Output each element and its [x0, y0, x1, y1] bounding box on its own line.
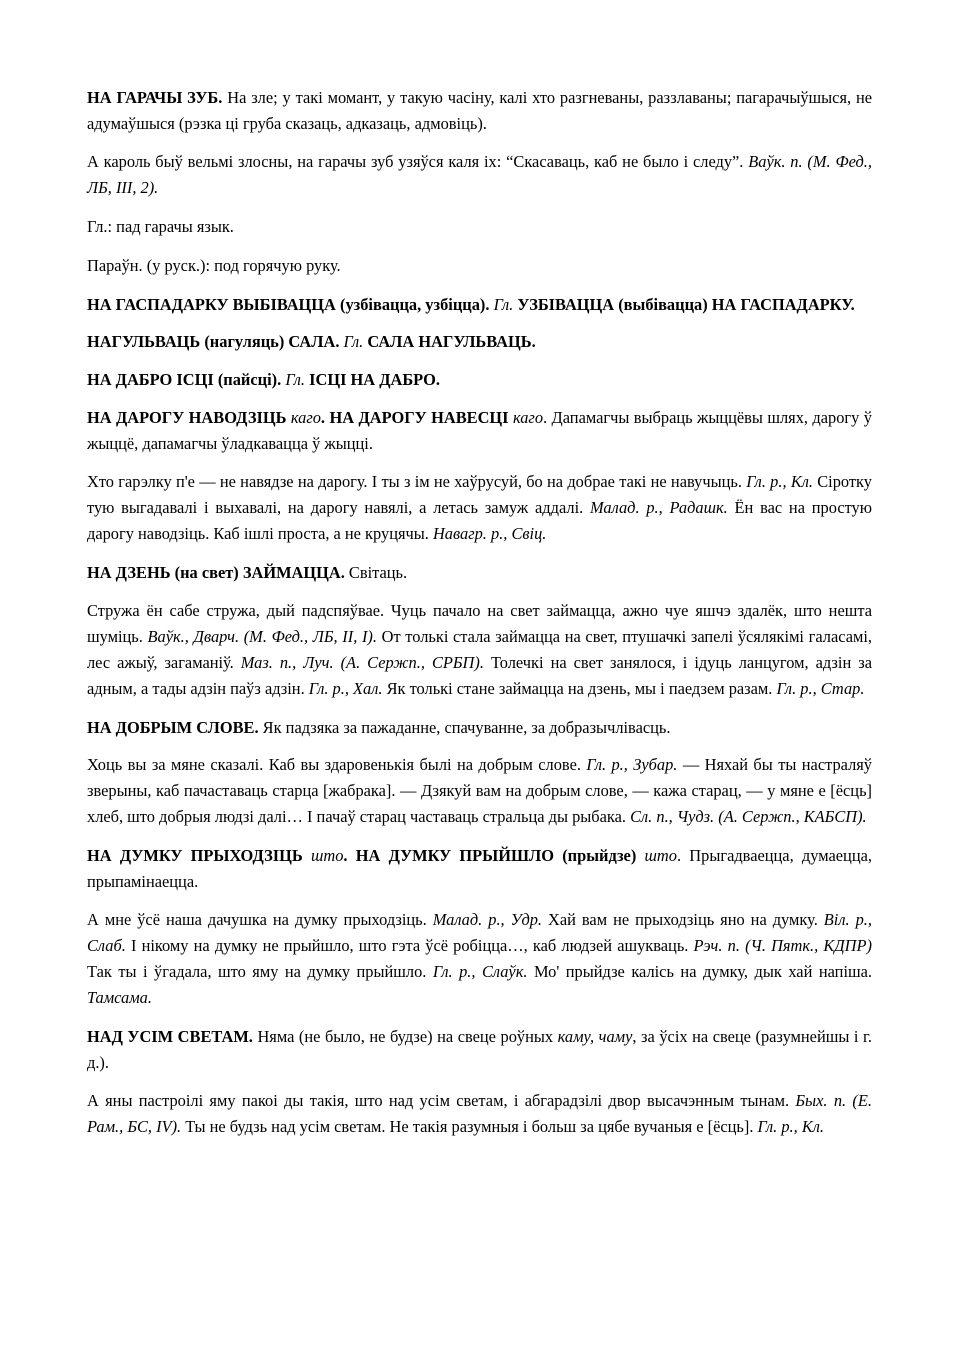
body-text: Толечкі на свет занялося, і ідуць ланцугом, адзін за адным, а тады адзін паўз адзін. — [87, 652, 873, 698]
source-reference: Гл. — [339, 332, 364, 352]
body-text: На зле; у такі момант, у такую часіну, калі хто разгневаны, раззлаваны; пагарачыўшыся, не адумаўшыся (рэзка ці груба сказаць, адказаць, адмовіць). — [87, 88, 872, 133]
entry-citation-na-darohu-navodzic — [87, 469, 872, 547]
source-reference: каго — [508, 408, 544, 428]
entry-comparison-na-harachy-zub — [87, 253, 872, 279]
body-text: , за ўсіх на свеце (разумнейшы і г. д.). — [87, 1026, 872, 1072]
entry-headword-na-dobrym-slove — [87, 715, 872, 741]
body-text: Хоць вы за мяне сказалі. Каб вы здаровенькія былі на добрым слове. — [87, 755, 587, 775]
source-reference: Навагр. р., Свіц. — [432, 523, 547, 543]
source-reference: Віл. р., Слаб. — [87, 910, 872, 955]
body-text: Стружа ён сабе стружа, дый падспяўвае. Чуць пачало на свет займацца, ажно чуе яшчэ здалёк, што нешта шуміць. — [87, 600, 872, 646]
source-reference: што — [302, 846, 344, 866]
body-text: Мо' прыйдзе калісь на думку, дык хай напіша. — [527, 961, 872, 981]
source-reference: Рэч. п. (Ч. Пятк., КДПР) — [693, 935, 872, 955]
headword-text: НА ГАРАЧЫ ЗУБ. — [87, 88, 223, 107]
headword-text: УЗБІВАЦЦА (выбівацца) НА ГАСПАДАРКУ. — [513, 294, 855, 314]
source-reference: Гл. — [281, 370, 306, 390]
headword-text: НА ДОБРЫМ СЛОВЕ. — [87, 717, 259, 737]
headword-text: САЛА НАГУЛЬВАЦЬ. — [363, 332, 536, 352]
body-text: Так ты і ўгадала, што яму на думку прыйшло. — [87, 961, 433, 981]
body-text: Ён вас на простую дарогу наводзіць. Каб ішлі проста, а не круцячы. — [87, 498, 872, 543]
source-reference: Малад. р., Радашк. — [590, 498, 728, 518]
entries-container — [87, 85, 872, 1139]
source-reference: Гл. р., Стар. — [776, 678, 865, 698]
headword-text: НА ДАРОГУ НАВОДЗІЦЬ — [87, 408, 287, 428]
headword-text: . НА ДАРОГУ НАВЕСЦІ — [320, 408, 509, 428]
headword-text: НА ДЗЕНЬ (на свет) ЗАЙМАЦЦА. — [87, 562, 345, 582]
body-text: Гл.: пад гарачы язык. — [87, 216, 234, 236]
body-text: А мне ўсё наша дачушка на думку прыходзіць. — [87, 910, 433, 930]
entry-headword-na-harachy-zub — [87, 85, 872, 137]
headword-text: ІСЦІ НА ДАБРО. — [305, 370, 440, 390]
source-reference: каму, чаму — [557, 1026, 633, 1046]
entry-headword-na-dumku-pryhodzic — [87, 843, 872, 895]
body-text: А яны пастроілі яму пакоі ды такія, што над усім светам, і абгарадзілі двор высачэнным тынам. — [87, 1090, 796, 1110]
source-reference: Тамсама. — [87, 987, 152, 1007]
body-text: — Няхай бы ты настраляў зверыны, каб пачаставаць старца [жабрака]. — Дзякуй вам на добрым слове, — кажа старац, — у мяне е [ёсць] хлеб, што добрыя людзі далі… І пачаў старац частаваць стральца ды рыбака. — [87, 755, 872, 827]
headword-text: НА ГАСПАДАРКУ ВЫБІВАЦЦА (узбівацца, узбіцца). — [87, 294, 490, 314]
body-text: А кароль быў вельмі злосны, на гарачы зуб узяўся каля іх: “Скасаваць, каб не было і следу”. — [87, 151, 749, 171]
source-reference: каго — [286, 408, 321, 428]
headword-text: НА ДУМКУ ПРЫХОДЗІЦЬ — [87, 846, 303, 866]
entry-citation-na-dobrym-slove — [87, 752, 872, 830]
source-reference: Гл. — [489, 294, 514, 314]
body-text: От толькі стала займацца на свет, птушачкі запелі ўсялякімі галасамі, лес ажыў, загаманіў. — [87, 626, 873, 672]
source-reference: Малад. р., Удр. — [432, 910, 543, 930]
source-reference: Гл. р., Зубар. — [586, 755, 678, 775]
entry-headword-nad-usim-svetam — [87, 1024, 872, 1076]
headword-text: . НА ДУМКУ ПРЫЙШЛО (прыйдзе) — [343, 846, 637, 866]
entry-citation-na-dzen-zajmacca — [87, 598, 872, 702]
source-reference: Маз. п., Луч. (А. Сержп., СРБП). — [240, 652, 484, 672]
entry-headword-na-haspadarku-vybivacca — [87, 292, 872, 318]
source-reference: Гл. р., Слаўк. — [432, 961, 528, 981]
headword-text: НАГУЛЬВАЦЬ (нагуляць) САЛА. — [87, 332, 340, 352]
entry-headword-na-darohu-navodzic — [87, 405, 872, 457]
source-reference: Ваўк. п. (М. Фед., ЛБ, III, 2). — [87, 151, 872, 197]
body-text: . Прыгадваецца, думаецца, прыпамінаецца. — [87, 846, 872, 892]
body-text: Сіротку тую выгадавалі і выхавалі, на дарогу навялі, а летась замуж аддалі. — [87, 472, 872, 518]
entry-citation-nad-usim-svetam — [87, 1088, 872, 1140]
source-reference: Сл. п., Чудз. (А. Сержп., КАБСП). — [630, 807, 867, 827]
body-text: І нікому на думку не прыйшло, што гэта ўсё робіцца…, каб людзей ашукваць. — [125, 935, 694, 955]
source-reference: Гл. р., Кл. — [746, 472, 813, 492]
entry-headword-na-dzen-zajmacca — [87, 560, 872, 586]
source-reference: Ваўк., Дварч. (М. Фед., ЛБ, II, I). — [147, 626, 377, 646]
body-text: Ты не будзь над усім светам. Не такія разумныя і больш за цябе вучаныя е [ёсць]. — [181, 1116, 758, 1136]
entry-cross-reference-na-harachy-zub — [87, 214, 872, 240]
body-text: Світаць. — [344, 562, 408, 582]
body-text: Хай вам не прыходзіць яно на думку. — [542, 910, 824, 930]
entry-citation-na-harachy-zub — [87, 149, 872, 201]
source-reference: што — [636, 846, 677, 866]
entry-citation-na-dumku-pryhodzic — [87, 907, 872, 1011]
entry-headword-na-dabro-isci — [87, 367, 872, 393]
headword-text: НАД УСІМ СВЕТАМ. — [87, 1026, 253, 1046]
body-text: Як толькі стане займацца на дзень, мы і паедзем разам. — [382, 678, 777, 698]
source-reference: Бых. п. (Е. Рам., БС, IV). — [87, 1090, 872, 1136]
entry-headword-nahulvac-sala — [87, 329, 872, 355]
body-text: Няма (не было, не будзе) на свеце роўных — [252, 1026, 558, 1046]
body-text: . Дапамагчы выбраць жыццёвы шлях, дарогу ў жыццё, дапамагчы ўладкавацца ў жыцці. — [87, 408, 872, 454]
body-text: Хто гарэлку п'е — не навядзе на дарогу. І ты з ім не хаўрусуй, бо на добрае такі не навучыць. — [87, 472, 747, 492]
body-text: Як падзяка за пажаданне, спачуванне, за добразычлівасць. — [258, 717, 671, 737]
source-reference: Гл. р., Кл. — [757, 1116, 824, 1136]
body-text: Параўн. (у руск.): под горячую руку. — [87, 255, 341, 275]
source-reference: Гл. р., Хал. — [308, 678, 383, 698]
headword-text: НА ДАБРО ІСЦІ (пайсці). — [87, 370, 282, 390]
